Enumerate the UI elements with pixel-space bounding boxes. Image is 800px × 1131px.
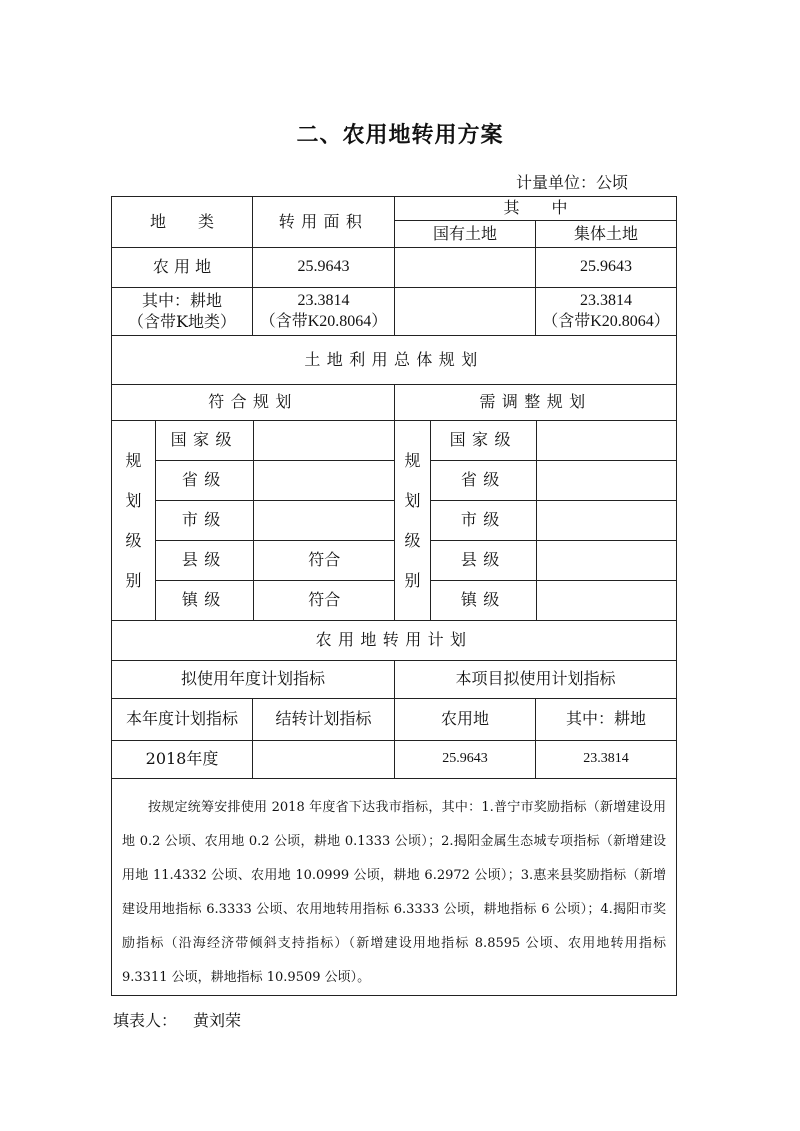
planned-indicator-header: 拟使用年度计划指标	[112, 661, 395, 699]
row-agri-state	[395, 248, 536, 288]
carryover-indicator-header: 结转计划指标	[253, 699, 395, 741]
plan-conform-levels	[156, 421, 395, 621]
plan-adjust-levels	[431, 421, 677, 621]
conform-level-value	[253, 460, 395, 500]
plan-level-char: 规	[404, 450, 421, 470]
row-arable-label-line2: （含带K地类）	[128, 311, 236, 331]
arable-indicator-value: 23.3814	[536, 741, 677, 779]
row-arable-state	[395, 288, 536, 336]
row-agri-collective: 25.9643	[536, 248, 677, 288]
adjust-level-label: 国家级	[431, 421, 536, 460]
adjust-level-label: 市级	[431, 500, 536, 540]
conform-level-label: 镇级	[156, 581, 253, 620]
annual-indicator-value: 2018年度	[112, 741, 253, 779]
row-agri-area: 25.9643	[253, 248, 395, 288]
adjust-level-value	[536, 541, 677, 581]
row-arable-collective-line2: （含带K20.8064）	[542, 312, 670, 330]
adjust-level-value	[536, 500, 677, 540]
plan-conform-subtable	[156, 421, 395, 620]
page-title: 二、农用地转用方案	[296, 123, 504, 148]
conform-level-label: 县级	[156, 541, 253, 581]
plan-level-char: 划	[125, 490, 142, 510]
row-arable-area	[253, 288, 395, 336]
project-indicator-header: 本项目拟使用计划指标	[395, 661, 677, 699]
conform-level-value: 符合	[253, 541, 395, 581]
row-arable-area-line2: （含带K20.8064）	[259, 312, 388, 330]
conform-level-label: 国家级	[156, 421, 253, 460]
header-state-owned: 国有土地	[395, 221, 536, 248]
row-arable-area-line1: 23.3814	[297, 291, 350, 309]
plan-level-char: 规	[125, 450, 142, 470]
plan-level-char: 别	[125, 570, 142, 590]
plan-level-vertical-left	[112, 421, 156, 621]
adjust-level-label: 县级	[431, 541, 536, 581]
plan-level-vertical-right	[395, 421, 431, 621]
carryover-indicator-value	[253, 741, 395, 779]
agri-indicator-value: 25.9643	[395, 741, 536, 779]
plan-section-title: 土地利用总体规划	[112, 336, 677, 385]
plan-conform-header: 符合规划	[112, 385, 395, 421]
plan-level-char: 级	[404, 530, 421, 550]
conform-level-value: 符合	[253, 581, 395, 620]
note-cell	[112, 779, 677, 996]
row-arable-label-line1: 其中：耕地	[142, 290, 223, 310]
row-arable-collective	[536, 288, 677, 336]
plan-level-char: 级	[125, 530, 142, 550]
annual-indicator-header: 本年度计划指标	[112, 699, 253, 741]
adjust-level-label: 镇级	[431, 581, 536, 620]
adjust-level-value	[536, 581, 677, 620]
filler-name: 黄刘荣	[193, 1011, 242, 1030]
adjust-level-value	[536, 460, 677, 500]
agri-indicator-header: 农用地	[395, 699, 536, 741]
unit-label: 计量单位：公顷	[516, 173, 629, 192]
plan-adjust-header: 需调整规划	[395, 385, 677, 421]
conform-level-value	[253, 500, 395, 540]
row-arable-label	[112, 288, 253, 336]
plan-adjust-subtable	[431, 421, 677, 620]
header-collective: 集体土地	[536, 221, 677, 248]
arable-indicator-header: 其中：耕地	[536, 699, 677, 741]
row-agri-label: 农 用 地	[112, 248, 253, 288]
plan-level-char: 别	[404, 570, 421, 590]
header-land-type: 地 类	[112, 197, 253, 248]
adjust-level-value	[536, 421, 677, 460]
adjust-level-label: 省级	[431, 460, 536, 500]
note-text: 按规定统筹安排使用 2018 年度省下达我市指标，其中：1.普宁市奖励指标（新增建设用地 0.2 公顷、农用地 0.2 公顷，耕地 0.1333 公顷）；2.揭阳金属生态城专项指标（新增建设用地 11.4332 公顷、农用地 10.0999 公顷，耕地 6.2972 公顷）；3.惠来县奖励指标（新增建设用地指标 6.3333 公顷、农用地转用指标 6.3333 公顷，耕地指标 6 公顷）；4.揭阳市奖励指标（沿海经济带倾斜支持指标）（新增建设用地指标 8.8595 公顷、农用地转用指标 9.3311 公顷，耕地指标 10.9509 公顷）。	[122, 800, 667, 985]
row-arable-collective-line1: 23.3814	[580, 291, 633, 309]
conversion-table	[111, 196, 677, 996]
plan-level-char: 划	[404, 490, 421, 510]
filler-label: 填表人：	[113, 1011, 178, 1030]
header-converted-area: 转用面积	[253, 197, 395, 248]
conversion-plan-title: 农用地转用计划	[112, 621, 677, 661]
conform-level-label: 省级	[156, 460, 253, 500]
header-of-which: 其 中	[395, 197, 677, 221]
filler-line	[113, 1008, 241, 1031]
conform-level-label: 市级	[156, 500, 253, 540]
conform-level-value	[253, 421, 395, 460]
